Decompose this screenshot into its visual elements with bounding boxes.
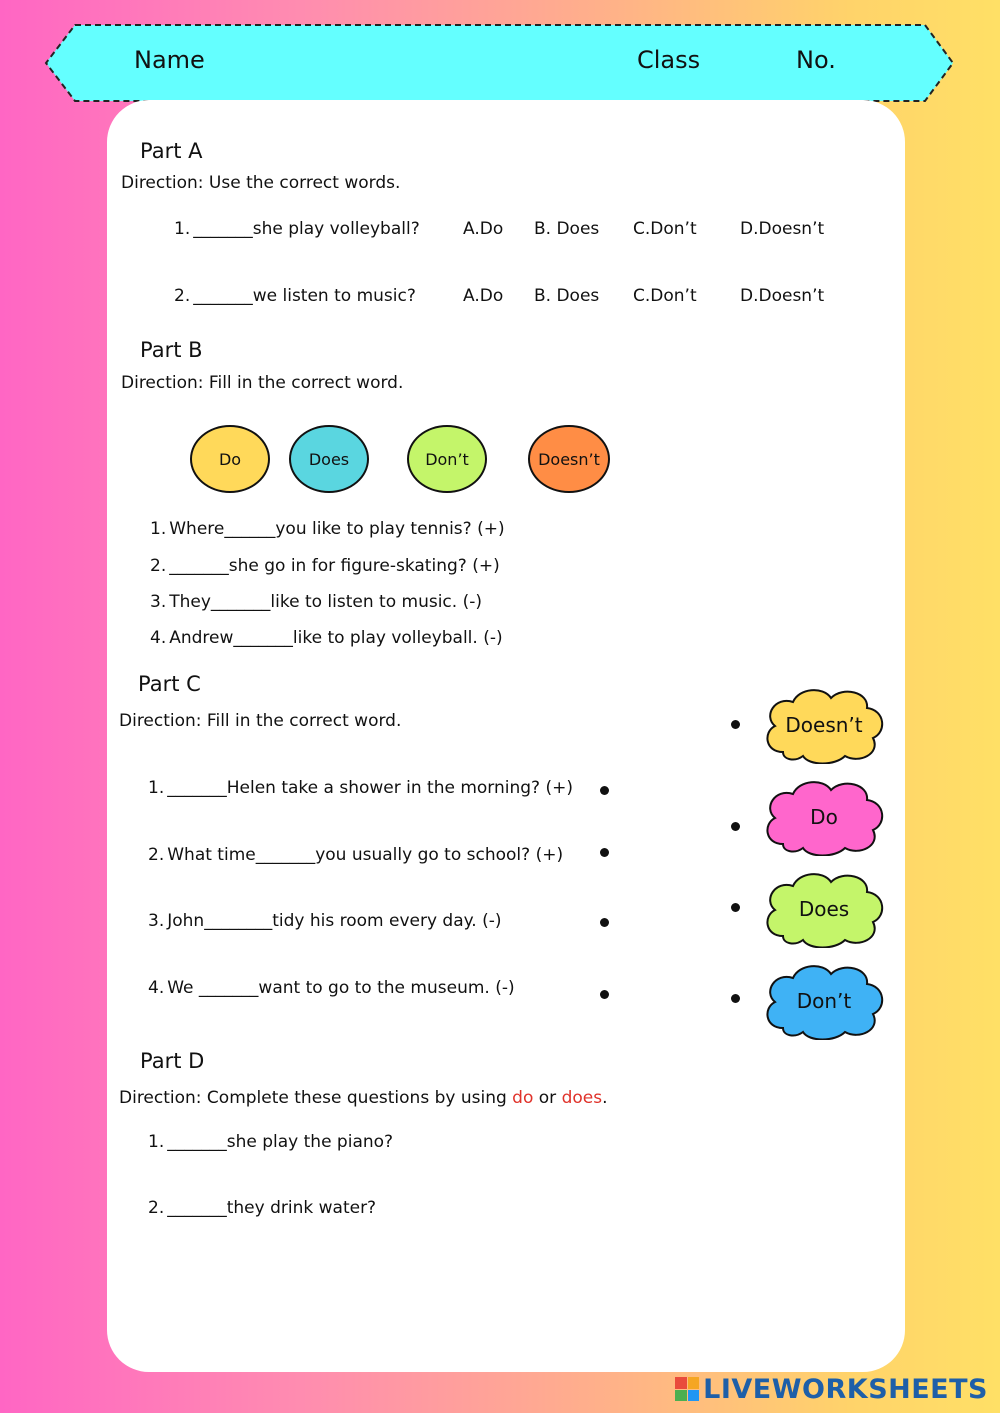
cloud-answer-do[interactable]	[761, 778, 887, 856]
liveworksheets-logo	[675, 1372, 988, 1406]
part-b-question-4	[150, 628, 503, 648]
part-b-direction: Direction: Fill in the correct word.	[121, 373, 404, 393]
option-d[interactable]: D.Doesn’t	[740, 219, 825, 239]
header-banner	[0, 0, 1000, 110]
question-text: _______we listen to music?	[193, 286, 416, 306]
cloud-answer-dont[interactable]	[761, 962, 887, 1040]
keyword-does: does	[561, 1088, 603, 1108]
part-b-question-3	[150, 592, 482, 612]
direction-text: Direction: Complete these questions by using	[119, 1088, 513, 1108]
part-c-question-4	[148, 978, 515, 998]
part-d-direction	[119, 1088, 608, 1108]
question-number: 1.	[148, 778, 165, 798]
option-a[interactable]: A.Do	[463, 219, 504, 239]
question-text: _______Helen take a shower in the morning? (+)	[167, 778, 573, 798]
question-text: _______she play volleyball?	[193, 219, 420, 239]
chip-do[interactable]: Do	[190, 425, 270, 493]
question-number: 2.	[148, 845, 165, 865]
match-dot-right-3[interactable]	[731, 903, 740, 912]
question-number: 3.	[148, 911, 165, 931]
liveworksheets-icon	[675, 1377, 699, 1401]
part-d-question-2	[148, 1198, 376, 1218]
option-c[interactable]: C.Don’t	[633, 286, 697, 306]
question-number: 1.	[148, 1132, 165, 1152]
name-label: Name	[134, 46, 205, 74]
question-text: What time_______you usually go to school? (+)	[167, 845, 564, 865]
question-text: We _______want to go to the museum. (-)	[167, 978, 515, 998]
option-a[interactable]: A.Do	[463, 286, 504, 306]
question-text: They_______like to listen to music. (-)	[169, 592, 482, 612]
cloud-answer-does[interactable]	[761, 870, 887, 948]
direction-end: .	[602, 1088, 608, 1108]
match-dot-left-4[interactable]	[600, 990, 609, 999]
question-text: John________tidy his room every day. (-)	[167, 911, 502, 931]
question-number: 2.	[174, 286, 191, 306]
question-number: 1.	[174, 219, 191, 239]
match-dot-left-1[interactable]	[600, 786, 609, 795]
question-number: 3.	[150, 592, 167, 612]
chip-dont[interactable]: Don’t	[407, 425, 487, 493]
part-c-question-3	[148, 911, 501, 931]
part-c-direction: Direction: Fill in the correct word.	[119, 711, 402, 731]
part-b-question-1	[150, 519, 505, 539]
part-d-question-1	[148, 1132, 393, 1152]
brand-text: LIVEWORKSHEETS	[703, 1373, 988, 1405]
number-label: No.	[796, 46, 836, 74]
question-number: 2.	[150, 556, 167, 576]
cloud-label: Doesn’t	[785, 713, 863, 737]
question-number: 1.	[150, 519, 167, 539]
chip-doesnt[interactable]: Doesn’t	[528, 425, 610, 493]
match-dot-left-3[interactable]	[600, 918, 609, 927]
part-c-question-1	[148, 778, 573, 798]
part-b-title: Part B	[140, 338, 203, 362]
part-a-title: Part A	[140, 139, 203, 163]
match-dot-right-2[interactable]	[731, 822, 740, 831]
part-d-title: Part D	[140, 1049, 205, 1073]
question-text: _______she play the piano?	[167, 1132, 394, 1152]
cloud-answer-doesnt[interactable]	[761, 686, 887, 764]
option-c[interactable]: C.Don’t	[633, 219, 697, 239]
direction-connector: or	[533, 1088, 562, 1108]
question-number: 4.	[150, 628, 167, 648]
part-b-question-2	[150, 556, 500, 576]
part-a-question-1	[174, 219, 420, 239]
option-d[interactable]: D.Doesn’t	[740, 286, 825, 306]
option-b[interactable]: B. Does	[534, 219, 600, 239]
question-text: _______she go in for figure-skating? (+)	[169, 556, 500, 576]
match-dot-right-4[interactable]	[731, 994, 740, 1003]
chip-does[interactable]: Does	[289, 425, 369, 493]
part-c-title: Part C	[138, 672, 201, 696]
match-dot-left-2[interactable]	[600, 848, 609, 857]
part-c-question-2	[148, 845, 563, 865]
cloud-label: Don’t	[796, 989, 852, 1013]
question-text: Andrew_______like to play volleyball. (-)	[169, 628, 503, 648]
part-a-question-2	[174, 286, 416, 306]
cloud-label: Do	[810, 805, 838, 829]
question-text: Where______you like to play tennis? (+)	[169, 519, 505, 539]
keyword-do: do	[512, 1088, 534, 1108]
part-a-direction: Direction: Use the correct words.	[121, 173, 401, 193]
option-b[interactable]: B. Does	[534, 286, 600, 306]
match-dot-right-1[interactable]	[731, 720, 740, 729]
class-label: Class	[637, 46, 701, 74]
cloud-label: Does	[798, 897, 850, 921]
question-number: 4.	[148, 978, 165, 998]
question-number: 2.	[148, 1198, 165, 1218]
question-text: _______they drink water?	[167, 1198, 377, 1218]
